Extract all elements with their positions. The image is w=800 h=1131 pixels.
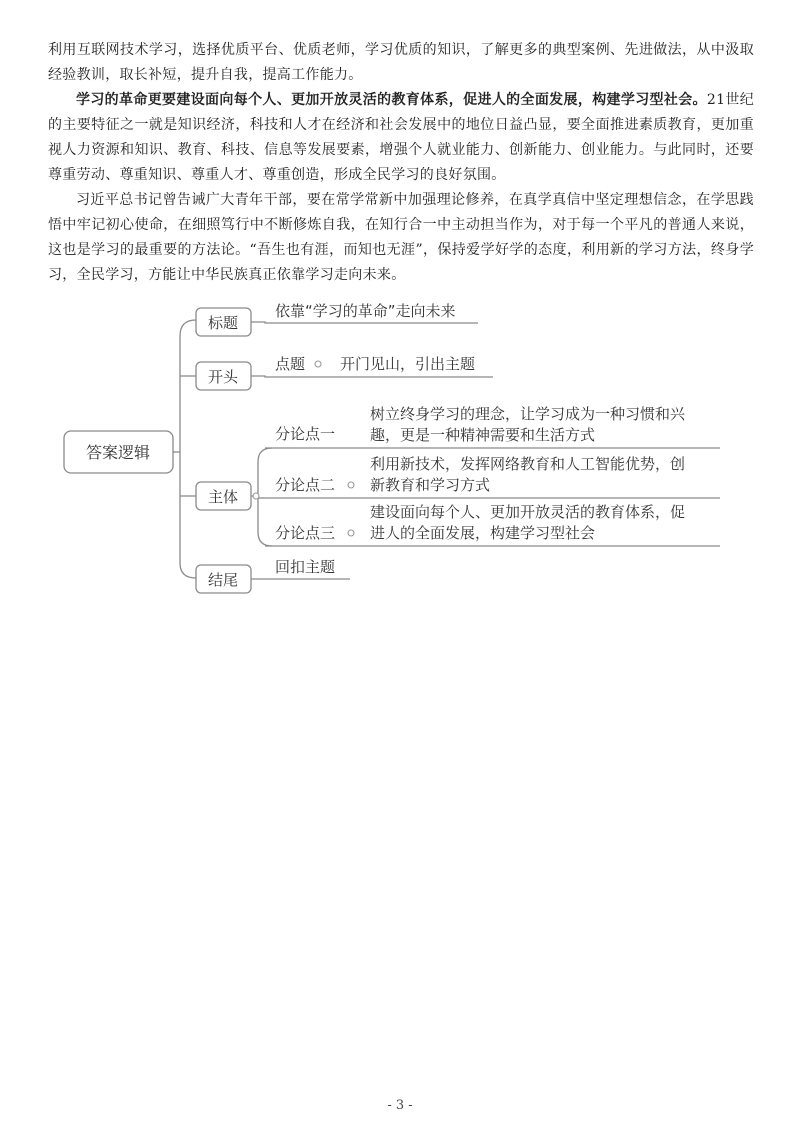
mm-point2-label: 分论点二 [275, 476, 336, 494]
mm-root-label: 答案逻辑 [85, 443, 151, 462]
paragraph-1: 利用互联网技术学习，选择优质平台、优质老师，学习优质的知识，了解更多的典型案例、先进做法，从中汲取经验教训，取长补短，提升自我，提高工作能力。 [48, 42, 754, 83]
mm-opening-label: 开头 [207, 368, 239, 386]
mm-opening-point-label: 点题 [275, 355, 306, 373]
mm-point1-label: 分论点一 [275, 425, 336, 443]
mm-body-label: 主体 [207, 488, 239, 506]
page-number: - 3 - [387, 1098, 413, 1113]
paragraph-2-rest: 21世纪的主要特征之一就是知识经济，科技和人才在经济和社会发展中的地位日益凸显，要全面推进素质教育，更加重视人力资源和知识、教育、科技、信息等发展要素，增强个人就业能力、创新能力、创业能力。与此同时，还要尊重劳动、尊重知识、尊重人才、尊重创造，形成全民学习的良好氛围。 [48, 92, 754, 183]
mm-spine [180, 320, 196, 578]
mm-point3-label: 分论点三 [275, 524, 336, 542]
mm-ending-label: 结尾 [207, 571, 239, 589]
paragraph-3: 习近平总书记曾告诫广大青年干部，要在常学常新中加强理论修养，在真学真信中坚定理想信念，在学思践悟中牢记初心使命，在细照笃行中不断修炼自我，在知行合一中主动担当作为，对于每一个平凡的普通人来说，这也是学习的最重要的方法论。“吾生也有涯，而知也无涯”，保持爱学好学的态度，利用新的学习方法，终身学习，全民学习，方能让中华民族真正依靠学习走向未来。 [48, 192, 754, 283]
mm-opening-content: 开门见山，引出主题 [340, 355, 476, 373]
mm-point2-line2: 新教育和学习方式 [370, 476, 491, 494]
mm-point3-line1: 建设面向每个人、更加开放灵活的教育体系，促 [370, 503, 686, 521]
mm-ending-content: 回扣主题 [275, 558, 336, 576]
mm-point1-line1: 树立终身学习的理念，让学习成为一种习惯和兴 [370, 405, 686, 423]
mm-point3-line2: 进人的全面发展，构建学习型社会 [370, 524, 596, 542]
mm-opening-node-dot [315, 361, 321, 367]
mm-point3-node-dot [348, 530, 354, 536]
mm-point1-line2: 趣，更是一种精神需要和生活方式 [370, 426, 596, 444]
mm-body-spine [258, 448, 272, 546]
mm-opening-underline [251, 376, 493, 377]
paragraph-2-bold-lead: 学习的革命更要建设面向每个人、更加开放灵活的教育体系，促进人的全面发展，构建学习型社会。 [76, 92, 707, 108]
mm-title-underline [251, 322, 478, 323]
mm-title-content: 依靠“学习的革命”走向未来 [275, 302, 456, 320]
mm-body-node-dot [253, 493, 259, 499]
mm-point2-line1: 利用新技术，发挥网络教育和人工智能优势，创 [370, 455, 686, 473]
mm-point2-node-dot [348, 482, 354, 488]
mm-title-label: 标题 [207, 314, 239, 332]
